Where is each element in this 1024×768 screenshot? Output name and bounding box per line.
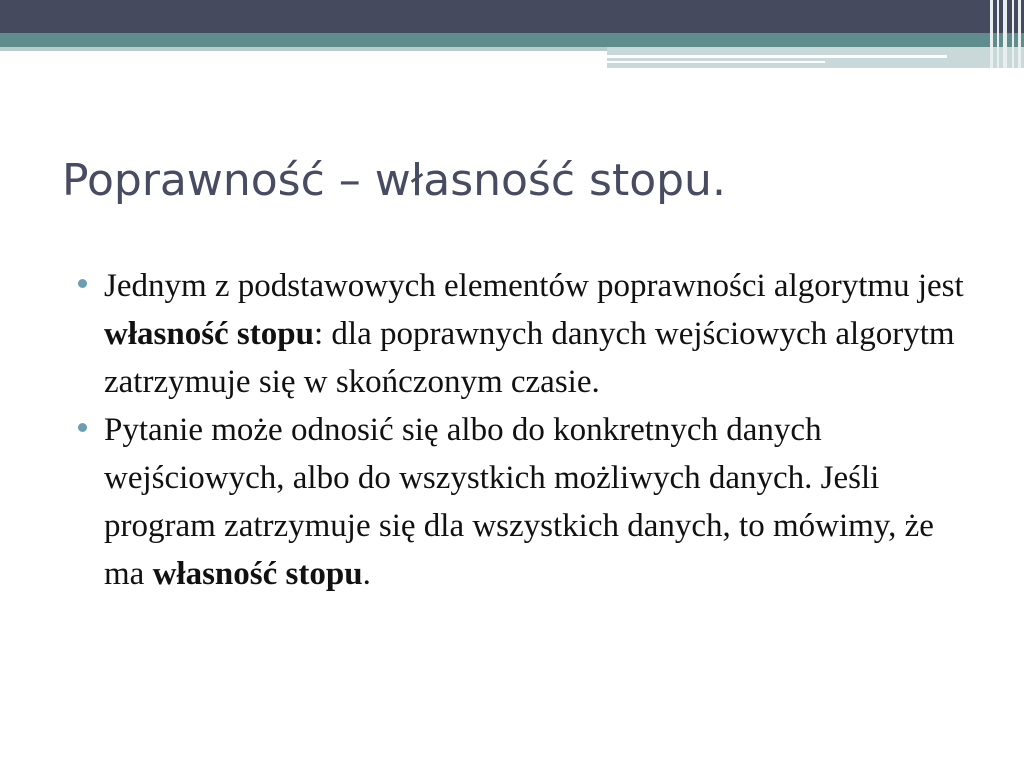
bullet-bold-text: własność stopu [152,556,363,592]
header-teal-bar [0,33,1024,47]
bullet-text: Pytanie może odnosić się albo do konkretnych danych wejściowych, albo do wszystkich możliwych danych. Jeśli program zatrzymuje się dla wszystkich danych, to mówimy, że ma [104,412,934,592]
bullet-text: . [362,556,371,592]
slide-title: Poprawność – własność stopu. [62,155,726,206]
header-dark-bar [0,0,1024,33]
bullet-dot-icon [78,279,87,288]
header-right-line [607,55,947,58]
bullet-list [62,262,972,598]
bullet-bold-text: własność stopu [104,316,314,352]
bullet-dot-icon [78,423,87,432]
bullet-item [62,406,972,598]
bullet-text: : dla poprawnych danych wejściowych algorytm zatrzymuje się w skończonym czasie. [104,316,955,400]
bullet-text: Jednym z podstawowych elementów poprawności algorytmu jest [104,268,964,304]
bullet-item [62,262,972,406]
header-right-line-short [607,61,825,63]
header-stripes [990,0,1024,68]
